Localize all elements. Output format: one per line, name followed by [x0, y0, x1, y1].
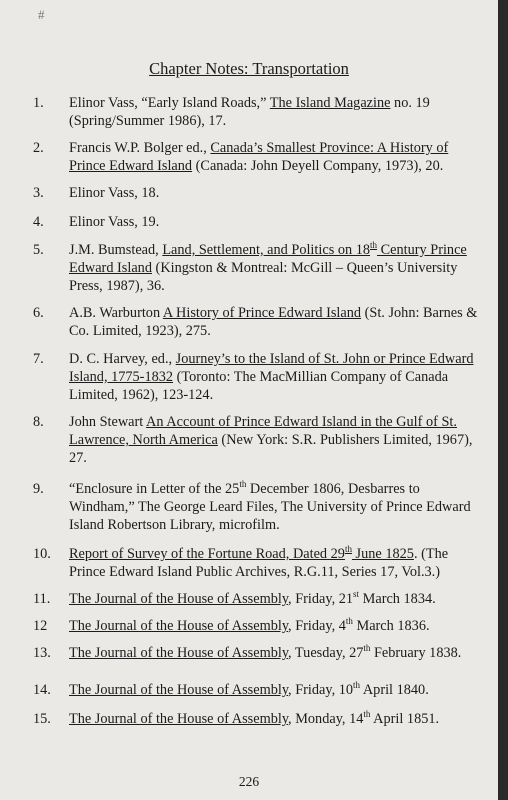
note-number: 14. — [33, 682, 51, 698]
note-number: 12 — [33, 618, 48, 634]
note-text — [69, 545, 487, 581]
note-superscript: th — [344, 544, 352, 555]
note-text-part: March 1836. — [352, 618, 430, 634]
note-text-part: . (The Prince Edward Island Public Archives, R.G.11, Series 17, Vol.3.) — [69, 546, 449, 580]
note-text-part: , Friday, 10 — [288, 682, 354, 698]
note-text-part: A.B. Warburton — [69, 305, 163, 321]
note-number: 15. — [33, 711, 51, 727]
note-text — [69, 617, 487, 635]
note-text-part: (St. John: Barnes & Co. Limited, 1923), 275. — [69, 305, 478, 339]
note-number: 2. — [33, 140, 44, 156]
page-number: 226 — [238, 774, 260, 789]
note-number: 13. — [33, 645, 51, 661]
note-superscript: th — [370, 240, 378, 251]
note-text-part: , Friday, 21 — [288, 591, 354, 607]
note-text-part: D. C. Harvey, ed., — [69, 351, 176, 367]
note-superscript: th — [353, 680, 361, 691]
note-text-part: (New York: S.R. Publishers Limited, 1967), 27. — [69, 432, 473, 466]
corner-mark: # — [38, 7, 45, 22]
note-text-part: Elinor Vass, 19. — [69, 214, 160, 230]
note-text-part: Elinor Vass, 18. — [69, 185, 160, 201]
note-text-part: Elinor Vass, “Early Island Roads,” — [69, 95, 270, 111]
note-title: The Journal of the House of Assembly — [69, 711, 289, 727]
note-text — [69, 590, 487, 608]
note-text-part: J.M. Bumstead, — [69, 242, 163, 258]
note-superscript: th — [239, 479, 247, 490]
note-text — [69, 710, 487, 728]
note-title: Journey’s to the Island of St. John or Prince Edward Island, 1775-1832 — [69, 351, 474, 385]
note-text-part: April 1840. — [360, 682, 429, 698]
note-text-part: April 1851. — [370, 711, 440, 727]
note-number: 7. — [33, 351, 44, 367]
note-text-part: John Stewart — [69, 414, 147, 430]
note-number: 5. — [33, 242, 44, 258]
note-text-part: “Enclosure in Letter of the 25 — [69, 481, 240, 497]
note-number: 9. — [33, 481, 44, 497]
note-text — [69, 184, 487, 202]
note-text-part: (Toronto: The MacMillian Company of Canada Limited, 1962), 123-124. — [69, 369, 449, 403]
note-text — [69, 94, 487, 130]
note-text-part: (Canada: John Deyell Company, 1973), 20. — [192, 158, 444, 174]
note-title: A History of Prince Edward Island — [162, 305, 362, 321]
note-superscript: st — [353, 589, 360, 600]
note-text-part: February 1838. — [370, 645, 462, 661]
note-text — [69, 304, 487, 340]
note-text — [69, 241, 487, 295]
note-text-part: no. 19 (Spring/Summer 1986), 17. — [69, 95, 430, 129]
note-title: June 1825 — [351, 546, 414, 562]
note-title: An Account of Prince Edward Island in the Gulf of St. Lawrence, North America — [69, 414, 457, 448]
note-title: The Journal of the House of Assembly — [69, 682, 289, 698]
note-title: Land, Settlement, and Politics on 18 — [162, 242, 371, 258]
page-title: Chapter Notes: Transportation — [149, 59, 349, 78]
note-title: Century Prince Edward Island — [69, 242, 467, 276]
note-number: 8. — [33, 414, 44, 430]
note-text — [69, 644, 487, 662]
note-text — [69, 681, 487, 699]
note-text — [69, 480, 487, 534]
note-title: The Journal of the House of Assembly — [69, 618, 289, 634]
note-text-part: (Kingston & Montreal: McGill – Queen’s University Press, 1987), 36. — [69, 260, 458, 294]
note-text-part: , Friday, 4 — [288, 618, 346, 634]
note-text — [69, 213, 487, 231]
note-number: 10. — [33, 546, 51, 562]
note-superscript: th — [363, 709, 371, 720]
note-text-part: , Monday, 14 — [288, 711, 364, 727]
note-text-part: Francis W.P. Bolger ed., — [69, 140, 211, 156]
note-text — [69, 413, 487, 467]
note-text-part: March 1834. — [359, 591, 436, 607]
note-text — [69, 350, 487, 404]
note-superscript: th — [363, 643, 371, 654]
note-number: 1. — [33, 95, 44, 111]
note-title: The Island Magazine — [269, 95, 391, 111]
note-title: Report of Survey of the Fortune Road, Dated 29 — [69, 546, 345, 562]
note-title: Canada’s Smallest Province: A History of Prince Edward Island — [69, 140, 449, 174]
note-number: 11. — [33, 591, 51, 607]
note-number: 4. — [33, 214, 44, 230]
note-number: 6. — [33, 305, 44, 321]
note-superscript: th — [345, 616, 353, 627]
note-number: 3. — [33, 185, 44, 201]
note-title: The Journal of the House of Assembly — [69, 591, 289, 607]
note-title: The Journal of the House of Assembly — [69, 645, 289, 661]
note-text-part: , Tuesday, 27 — [288, 645, 364, 661]
note-text — [69, 139, 487, 175]
note-text-part: December 1806, Desbarres to Windham,” The George Leard Files, The University of Prince Edward Island Robertson Library, microfilm. — [69, 481, 471, 533]
